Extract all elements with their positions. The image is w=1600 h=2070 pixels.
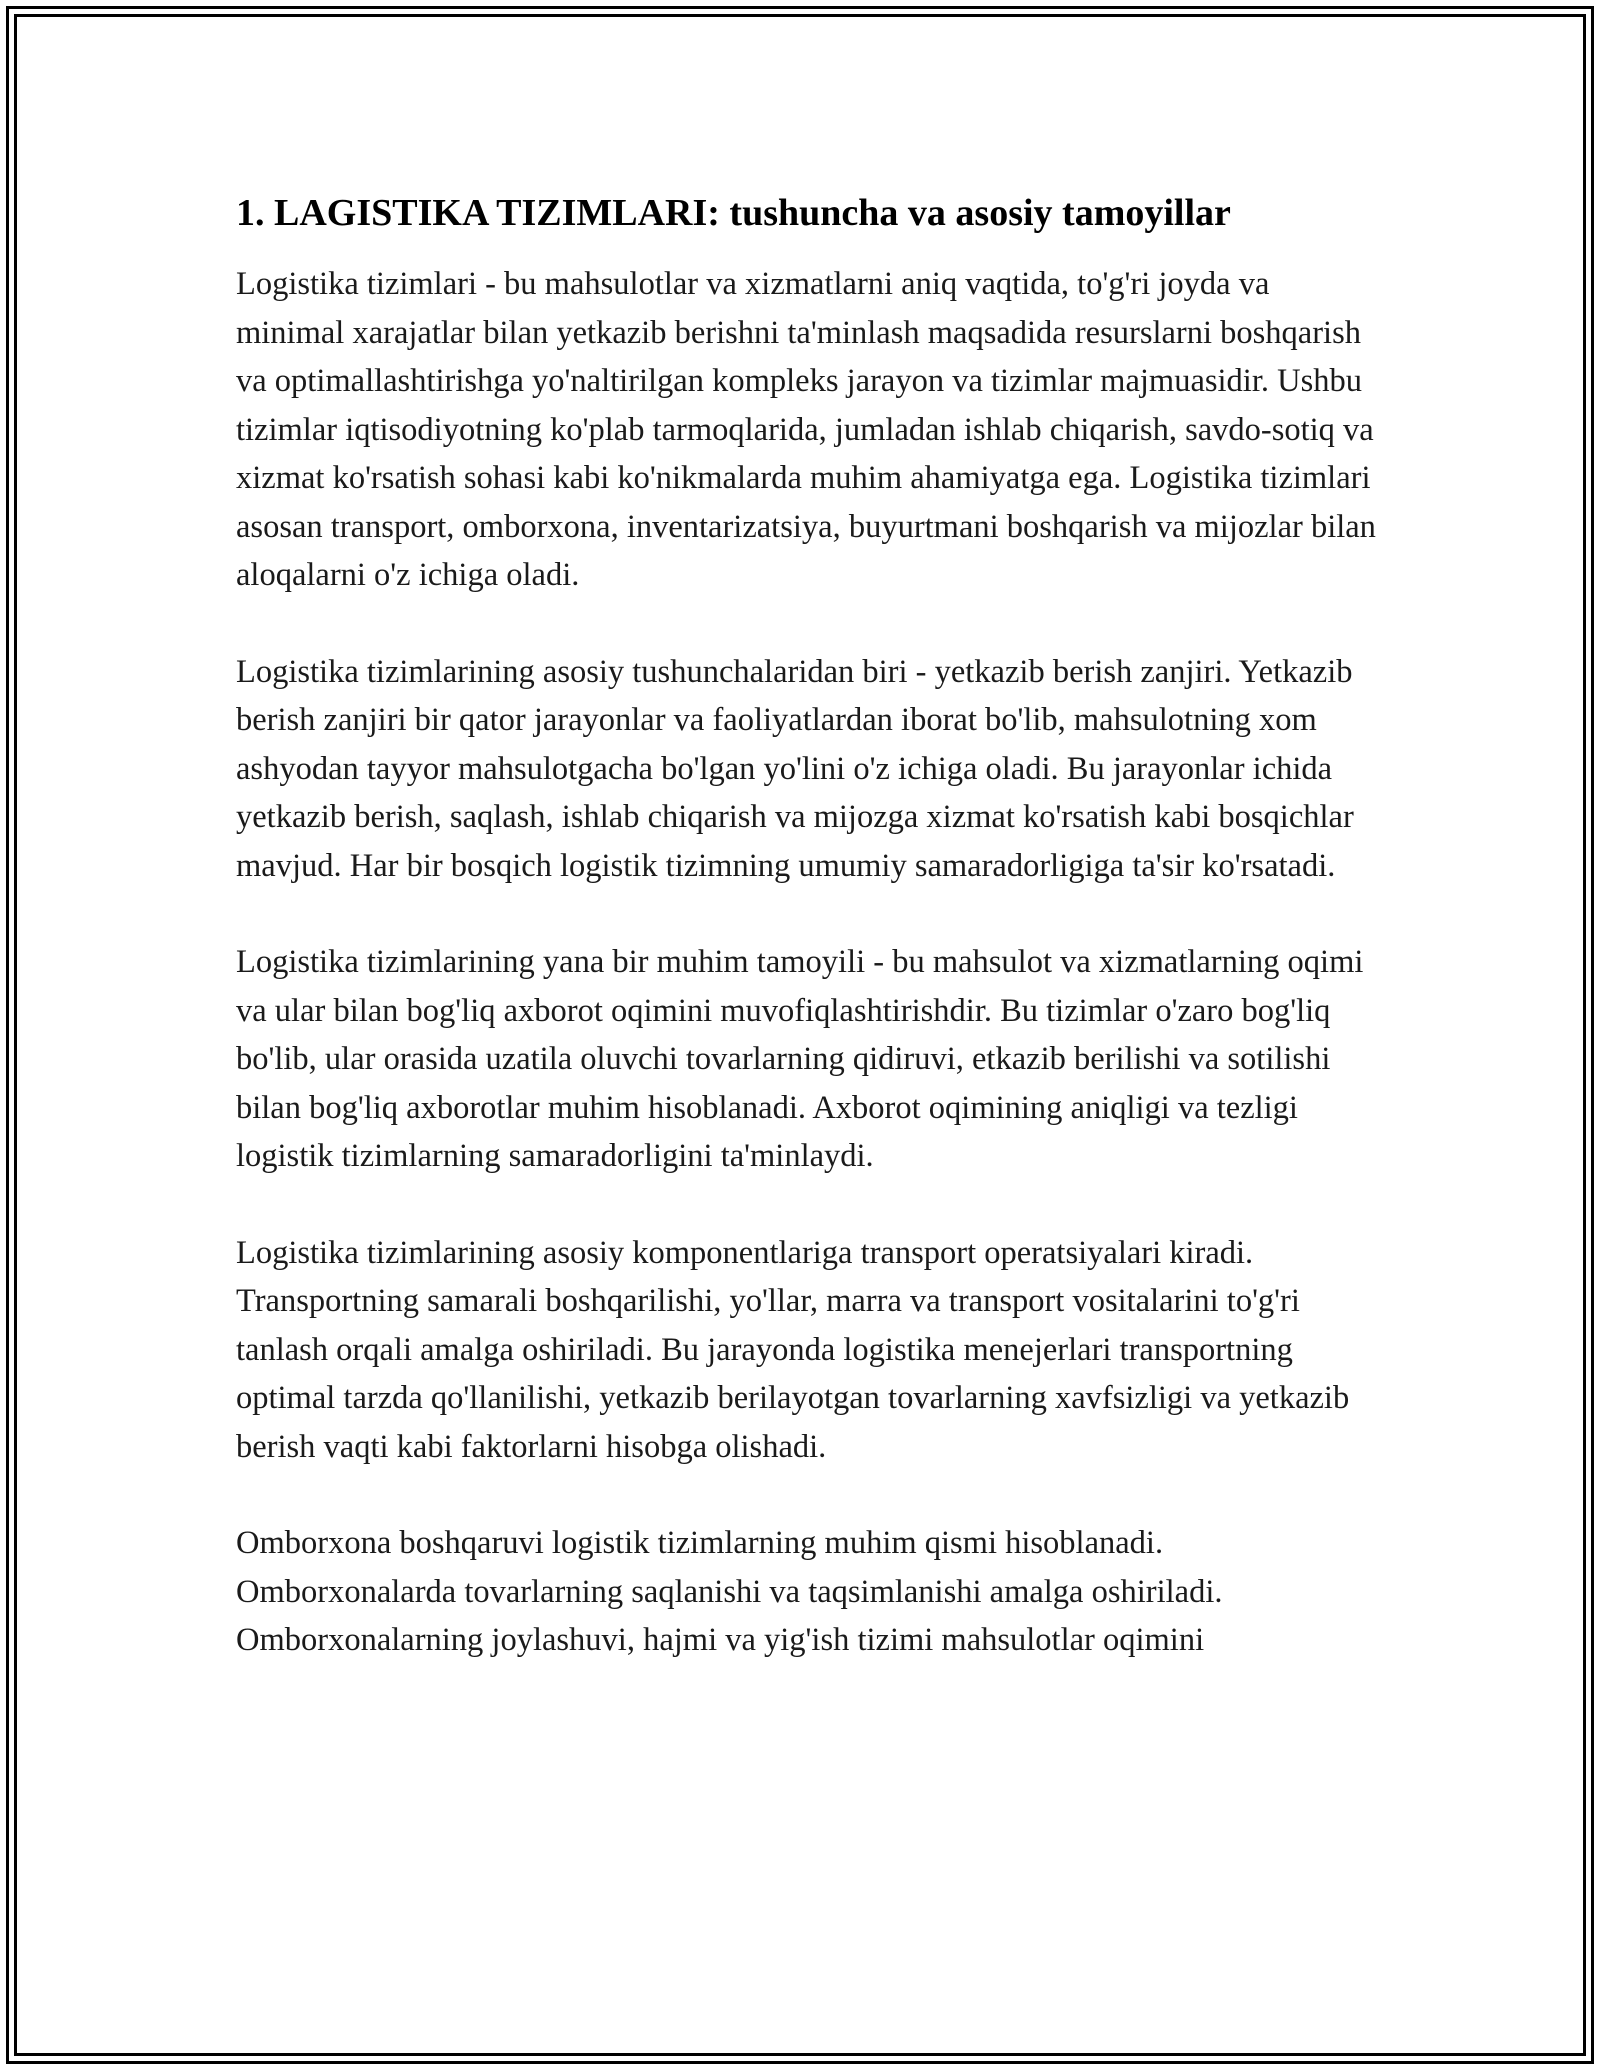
paragraph-1: Logistika tizimlari - bu mahsulotlar va xizmatlarni aniq vaqtida, to'g'ri joyda va minimal xarajatlar bilan yetkazib berishni ta'minlash maqsadida resurslarni boshqarish va optimallashtirishga yo'naltirilgan kompleks jarayon va tizimlar majmuasidir. Ushbu tizimlar iqtisodiyotning ko'plab tarmoqlarida, jumladan ishlab chiqarish, savdo-sotiq va xizmat ko'rsatish sohasi kabi ko'nikmalarda muhim ahamiyatga ega. Logistika tizimlari asosan transport, omborxona, inventarizatsiya, buyurtmani boshqarish va mijozlar bilan aloqalarni o'z ichiga oladi. (236, 266, 1376, 593)
paragraph-2: Logistika tizimlarining asosiy tushunchalaridan biri - yetkazib berish zanjiri. Yetkazib berish zanjiri bir qator jarayonlar va faoliyatlardan iborat bo'lib, mahsulotning xom ashyodan tayyor mahsulotgacha bo'lgan yo'lini o'z ichiga oladi. Bu jarayonlar ichida yetkazib berish, saqlash, ishlab chiqarish va mijozga xizmat ko'rsatish kabi bosqichlar mavjud. Har bir bosqich logistik tizimning umumiy samaradorligiga ta'sir ko'rsatadi. (236, 653, 1354, 884)
document-body (236, 186, 1376, 1713)
paragraph-5: Omborxona boshqaruvi logistik tizimlarning muhim qismi hisoblanadi. Omborxonalarda tovarlarning saqlanishi va taqsimlanishi amalga oshiriladi. Omborxonalarning joylashuvi, hajmi va yig'ish tizimi mahsulotlar oqimini (236, 1525, 1223, 1658)
page-title: 1. LAGISTIKA TIZIMLARI: tushuncha va asosiy tamoyillar (236, 192, 1231, 234)
paragraph-4: Logistika tizimlarining asosiy komponentlariga transport operatsiyalari kiradi. Transportning samarali boshqarilishi, yo'llar, marra va transport vositalarini to'g'ri tanlash orqali amalga oshiriladi. Bu jarayonda logistika menejerlari transportning optimal tarzda qo'llanilishi, yetkazib berilayotgan tovarlarning xavfsizligi va yetkazib berish vaqti kabi faktorlarni hisobga olishadi. (236, 1234, 1350, 1465)
paragraph-3: Logistika tizimlarining yana bir muhim tamoyili - bu mahsulot va xizmatlarning oqimi va ular bilan bog'liq axborot oqimini muvofiqlashtirishdir. Bu tizimlar o'zaro bog'liq bo'lib, ular orasida uzatila oluvchi tovarlarning qidiruvi, etkazib berilishi va sotilishi bilan bog'liq axborotlar muhim hisoblanadi. Axborot oqimining aniqligi va tezligi logistik tizimlarning samaradorligini ta'minlaydi. (236, 944, 1364, 1174)
